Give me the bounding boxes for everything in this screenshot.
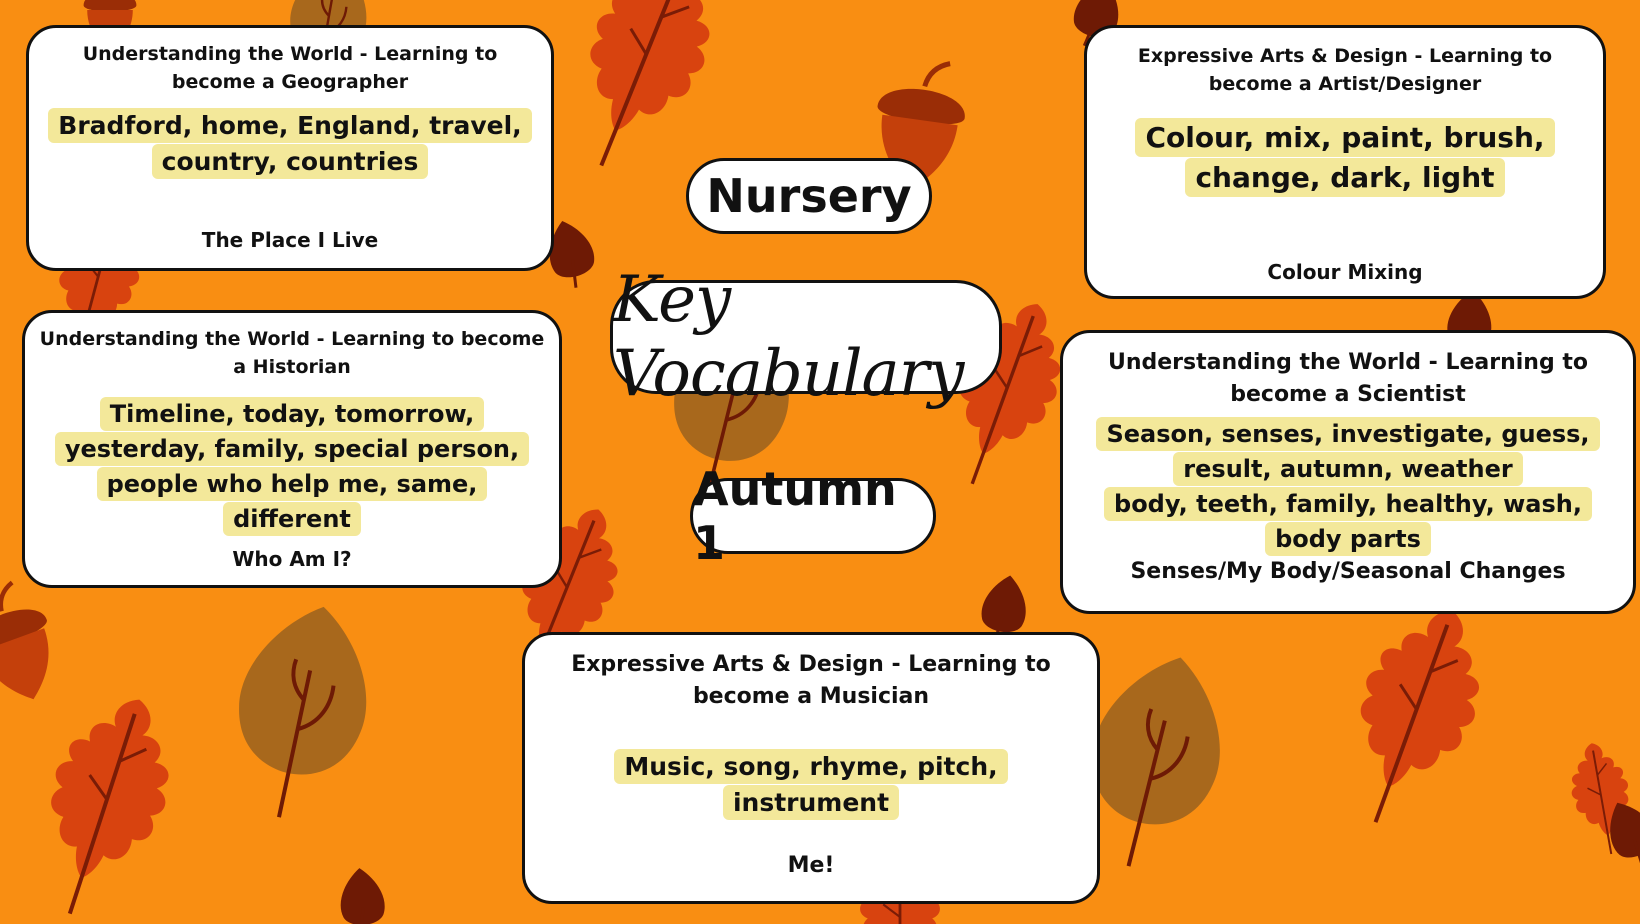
- musician-card: [522, 632, 1100, 904]
- topic-label: Senses/My Body/Seasonal Changes: [1130, 559, 1566, 584]
- scientist-card: [1060, 330, 1636, 614]
- oak-leaf-icon: [16, 682, 194, 924]
- vocabulary-list: Colour, mix, paint, brush, change, dark, light: [1135, 118, 1554, 197]
- oak-leaf-icon: [1322, 591, 1506, 841]
- topic-label: Colour Mixing: [1267, 260, 1423, 284]
- vocabulary-list-body: body, teeth, family, healthy, wash, body parts: [1104, 487, 1592, 556]
- card-title: Expressive Arts & Design - Learning to become a Musician: [571, 652, 1051, 709]
- topic-label: Me!: [787, 853, 835, 878]
- card-title: Understanding the World - Learning to become a Geographer: [82, 43, 498, 93]
- round-leaf-icon: [217, 594, 386, 831]
- topic-label: The Place I Live: [201, 228, 379, 252]
- topic-label: Who Am I?: [232, 547, 352, 571]
- geographer-card: [26, 25, 554, 271]
- page-title: Key Vocabulary: [613, 263, 964, 411]
- class-label-pill: [686, 158, 932, 234]
- card-title: Understanding the World - Learning to become a Scientist: [1107, 350, 1588, 407]
- vocabulary-list: Bradford, home, England, travel, country, countries: [48, 108, 531, 179]
- historian-card: [22, 310, 562, 588]
- oak-leaf-icon: [548, 0, 738, 187]
- term-label: Autumn 1: [693, 462, 897, 570]
- key-vocabulary-pill: [610, 263, 1002, 411]
- dark-leaf-icon: [337, 866, 387, 924]
- card-title: Expressive Arts & Design - Learning to become a Artist/Designer: [1137, 45, 1553, 95]
- vocabulary-list: Music, song, rhyme, pitch, instrument: [614, 749, 1007, 820]
- card-title: Understanding the World - Learning to become a Historian: [39, 328, 545, 378]
- vocabulary-list: Timeline, today, tomorrow, yesterday, family, special person, people who help me, same, different: [55, 397, 529, 536]
- term-pill: [690, 462, 936, 570]
- vocabulary-list-seasons: Season, senses, investigate, guess, result, autumn, weather: [1096, 417, 1599, 486]
- artist-card: [1084, 25, 1606, 299]
- class-label: Nursery: [706, 169, 912, 223]
- acorn-icon: [0, 576, 71, 713]
